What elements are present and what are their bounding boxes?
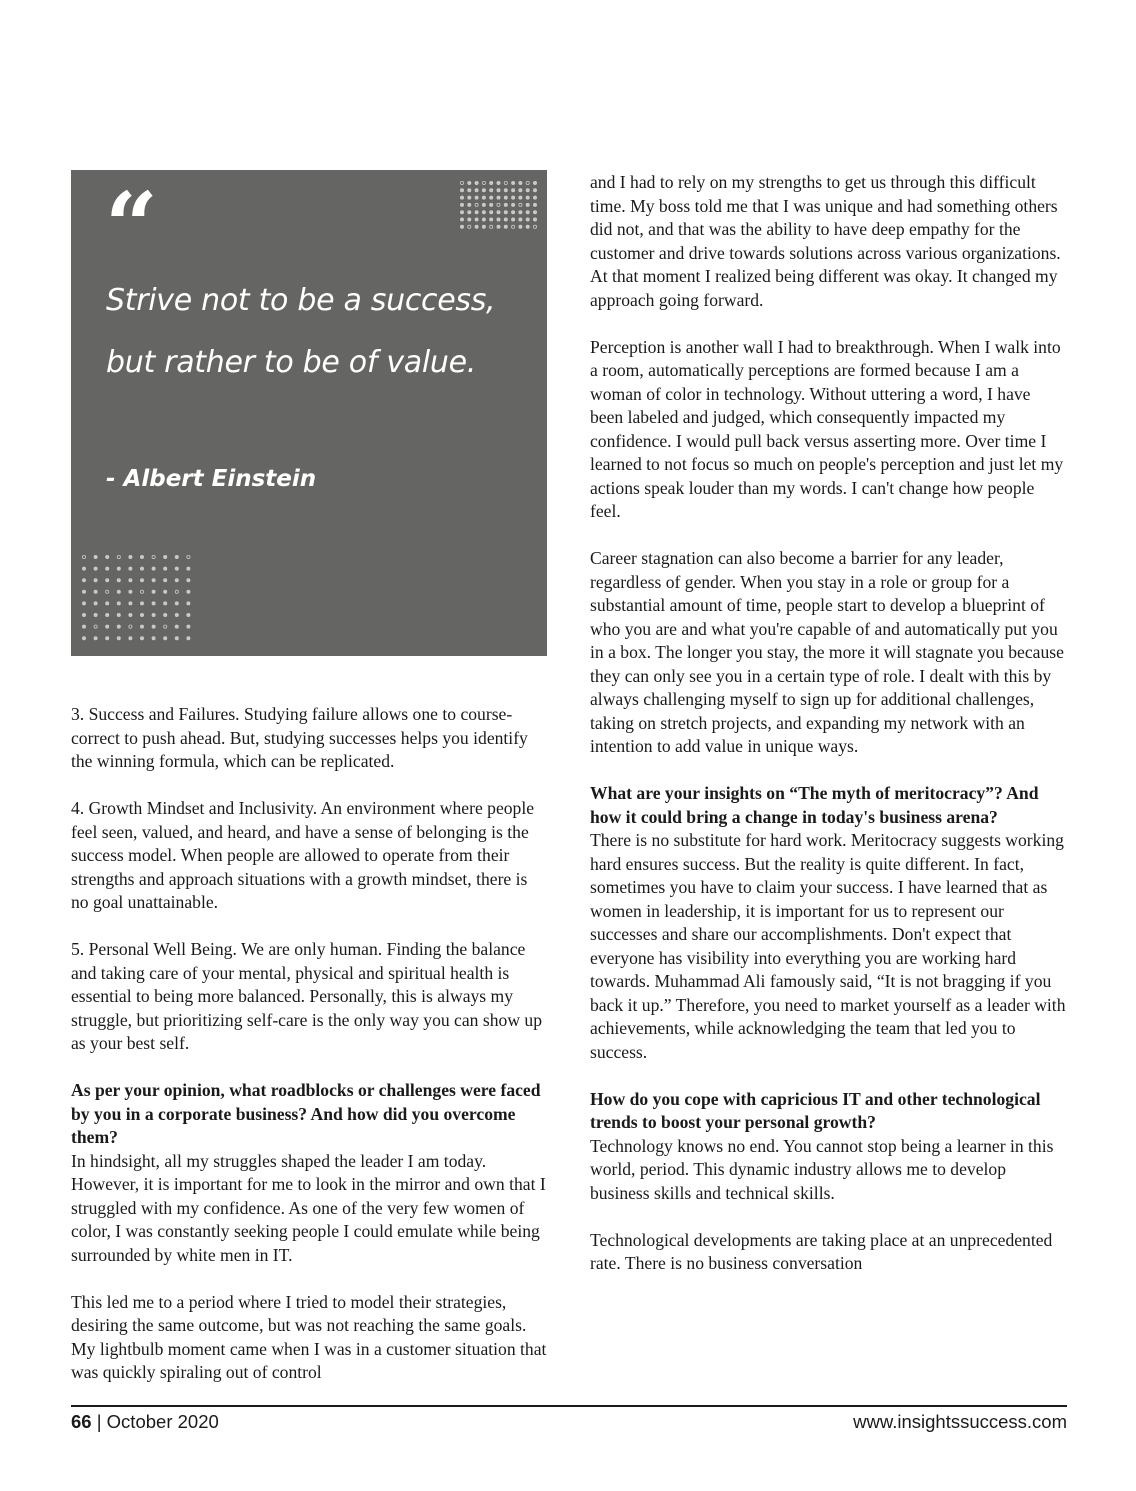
dot: [519, 181, 522, 184]
dot: [187, 625, 190, 628]
dot: [129, 590, 132, 593]
dot: [460, 189, 463, 192]
dot: [490, 181, 493, 184]
dot: [519, 203, 522, 206]
dot: [94, 555, 97, 558]
dot: [106, 625, 109, 628]
dot: [164, 602, 167, 605]
dot: [504, 218, 507, 221]
dot: [140, 602, 143, 605]
dot: [152, 590, 155, 593]
quote-author: - Albert Einstein: [106, 466, 317, 492]
dot: [164, 579, 167, 582]
right-column: [590, 171, 1067, 1299]
dot: [533, 196, 536, 199]
dot: [94, 579, 97, 582]
footer-divider: [71, 1405, 1067, 1407]
dot: [106, 602, 109, 605]
dot: [504, 196, 507, 199]
dot: [468, 211, 471, 214]
dot: [140, 625, 143, 628]
issue-date: October 2020: [106, 1411, 219, 1432]
dot: [82, 579, 85, 582]
dot: [482, 218, 485, 221]
dot: [526, 225, 529, 228]
dot: [82, 590, 85, 593]
dot: [140, 567, 143, 570]
dot: [175, 602, 178, 605]
paragraph: There is no substitute for hard work. Meritocracy suggests working hard ensures success. But the reality is quite different. In fact, sometimes you have to claim your success. I have learned that as women in leadership, it is important for us to represent our successes and share our accomplishments. Don't expect that everyone has visibility into everything you are working hard towards. Muhammad Ali famously said, “It is not bragging if you back it up.” Therefore, you need to market yourself as a leader with achievements, while acknowledging the team that led you to success.: [590, 830, 1066, 1062]
dot: [475, 203, 478, 206]
dot: [106, 613, 109, 616]
dot: [106, 567, 109, 570]
dot: [482, 203, 485, 206]
dot: [129, 613, 132, 616]
dot: [175, 590, 178, 593]
dot: [82, 637, 85, 640]
footer-issue: [71, 1411, 219, 1433]
dot: [129, 555, 132, 558]
dot: [497, 181, 500, 184]
dot: [482, 189, 485, 192]
dot: [490, 196, 493, 199]
paragraph: Perception is another wall I had to breakthrough. When I walk into a room, automatically perceptions are formed because I am a woman of color in technology. Without uttering a word, I have been labeled and judged, which consequently impacted my confidence. I would pull back versus asserting more. Over time I learned to not focus so much on people's perception and just let my actions speak louder than my words. I can't change how people feel.: [590, 336, 1064, 521]
dot: [512, 218, 515, 221]
dot: [117, 637, 120, 640]
dot: [519, 225, 522, 228]
dot: [512, 181, 515, 184]
dot: [140, 637, 143, 640]
dot: [94, 613, 97, 616]
dot: [468, 196, 471, 199]
dot: [519, 218, 522, 221]
dot: [460, 211, 463, 214]
dot: [82, 613, 85, 616]
dot: [526, 189, 529, 192]
paragraph: Technological developments are taking place at an unprecedented rate. There is no business conversation: [590, 1229, 1053, 1273]
dot: [117, 602, 120, 605]
dot: [475, 181, 478, 184]
dot: [504, 211, 507, 214]
dot: [482, 196, 485, 199]
dot: [533, 181, 536, 184]
paragraph: and I had to rely on my strengths to get us through this difficult time. My boss told me that I was unique and had something others did not, and that was the ability to have deep empathy for the customer and drive towards solutions across various organizations. At that moment I realized being different was okay. It changed my approach going forward.: [590, 172, 1061, 310]
quote-mark-icon: “: [105, 172, 158, 280]
dot: [152, 567, 155, 570]
dot: [117, 613, 120, 616]
dot: [460, 203, 463, 206]
dot: [497, 203, 500, 206]
dot: [117, 567, 120, 570]
dot-pattern-bottom: [81, 554, 196, 654]
dot: [533, 225, 536, 228]
dot: [82, 625, 85, 628]
dot: [106, 590, 109, 593]
website-url[interactable]: www.insightssuccess.com: [853, 1411, 1067, 1432]
left-column: [71, 703, 549, 1408]
dot: [490, 218, 493, 221]
dot: [152, 625, 155, 628]
dot: [175, 637, 178, 640]
dot: [175, 613, 178, 616]
dot: [187, 637, 190, 640]
quote-text: Strive not to be a success, but rather to be of value.: [106, 283, 496, 380]
dot: [175, 567, 178, 570]
dot: [82, 602, 85, 605]
dot: [475, 211, 478, 214]
dot: [106, 637, 109, 640]
dot-pattern-top: [459, 180, 539, 250]
interview-question: As per your opinion, what roadblocks or challenges were faced by you in a corporate business? And how did you overcome them?: [71, 1080, 541, 1147]
dot: [533, 203, 536, 206]
dot: [526, 196, 529, 199]
dot: [460, 181, 463, 184]
dot: [468, 218, 471, 221]
dot: [140, 613, 143, 616]
quote-box: [71, 170, 547, 656]
dot: [140, 590, 143, 593]
dot: [504, 203, 507, 206]
dot: [482, 181, 485, 184]
dot: [512, 196, 515, 199]
dot: [490, 211, 493, 214]
dot: [175, 579, 178, 582]
interview-question: What are your insights on “The myth of meritocracy”? And how it could bring a change in today's business arena?: [590, 783, 1039, 827]
dot: [94, 637, 97, 640]
dot: [117, 625, 120, 628]
dot: [152, 579, 155, 582]
dot: [164, 613, 167, 616]
dot: [468, 181, 471, 184]
dot: [519, 196, 522, 199]
dot: [94, 602, 97, 605]
dot: [187, 567, 190, 570]
dot: [129, 579, 132, 582]
dot: [460, 218, 463, 221]
footer-separator: |: [91, 1411, 107, 1432]
dot: [468, 203, 471, 206]
paragraph: 3. Success and Failures. Studying failure allows one to course-correct to push ahead. But, studying successes helps you identify the winning formula, which can be replicated.: [71, 704, 528, 771]
dot: [512, 203, 515, 206]
dot: [475, 189, 478, 192]
dot: [129, 567, 132, 570]
interview-question: How do you cope with capricious IT and other technological trends to boost your personal growth?: [590, 1088, 1041, 1132]
dot: [164, 555, 167, 558]
dot: [490, 225, 493, 228]
dot: [164, 625, 167, 628]
dot: [129, 625, 132, 628]
dot: [490, 189, 493, 192]
dot: [497, 225, 500, 228]
dot: [533, 218, 536, 221]
dot: [475, 196, 478, 199]
paragraph: 4. Growth Mindset and Inclusivity. An environment where people feel seen, valued, and heard, and have a sense of belonging is the success model. When people are allowed to operate from their strengths and approach situations with a growth mindset, there is no goal unattainable.: [71, 798, 535, 912]
dot: [526, 218, 529, 221]
dot: [497, 196, 500, 199]
dot: [482, 211, 485, 214]
dot: [82, 555, 85, 558]
dot: [152, 602, 155, 605]
dot: [187, 613, 190, 616]
dot: [460, 196, 463, 199]
dot: [175, 555, 178, 558]
dot: [504, 181, 507, 184]
dot: [512, 189, 515, 192]
dot: [526, 203, 529, 206]
dot: [497, 189, 500, 192]
paragraph: In hindsight, all my struggles shaped the leader I am today. However, it is important for me to look in the mirror and own that I struggled with my confidence. As one of the very few women of color, I was constantly seeking people I could emulate while being surrounded by white men in IT.: [71, 1150, 546, 1265]
dot: [482, 225, 485, 228]
dot: [187, 590, 190, 593]
dot: [512, 225, 515, 228]
dot: [187, 579, 190, 582]
dot: [497, 218, 500, 221]
dot: [468, 225, 471, 228]
dot: [175, 625, 178, 628]
dot: [117, 590, 120, 593]
dot: [82, 567, 85, 570]
dot: [94, 590, 97, 593]
dot: [129, 602, 132, 605]
dot: [533, 211, 536, 214]
dot: [164, 637, 167, 640]
dot: [475, 225, 478, 228]
dot: [187, 602, 190, 605]
dot: [152, 613, 155, 616]
dot: [533, 189, 536, 192]
dot: [94, 567, 97, 570]
dot: [475, 218, 478, 221]
dot: [490, 203, 493, 206]
dot: [164, 590, 167, 593]
dot: [526, 211, 529, 214]
dot: [504, 225, 507, 228]
dot: [187, 555, 190, 558]
dot: [512, 211, 515, 214]
dot: [497, 211, 500, 214]
paragraph: Technology knows no end. You cannot stop being a learner in this world, period. This dynamic industry allows me to develop business skills and technical skills.: [590, 1135, 1054, 1203]
dot: [152, 555, 155, 558]
dot: [129, 637, 132, 640]
dot: [526, 181, 529, 184]
dot: [164, 567, 167, 570]
paragraph: This led me to a period where I tried to model their strategies, desiring the same outcome, but was not reaching the same goals. My lightbulb moment came when I was in a customer situation that was quickly spiraling out of control: [71, 1291, 547, 1382]
dot: [94, 625, 97, 628]
dot: [106, 555, 109, 558]
dot: [468, 189, 471, 192]
paragraph: Career stagnation can also become a barrier for any leader, regardless of gender. When you stay in a role or group for a substantial amount of time, people start to develop a blueprint of who you are and what you're capable of and automatically put you in a box. The longer you stay, the more it will stagnate you because they can only see you in a certain type of role. I dealt with this by always challenging myself to sign up for additional challenges, taking on stretch projects, and expanding my network with an intention to add value in unique ways.: [590, 548, 1064, 756]
dot: [460, 225, 463, 228]
dot: [519, 211, 522, 214]
dot: [117, 579, 120, 582]
dot: [117, 555, 120, 558]
paragraph: 5. Personal Well Being. We are only human. Finding the balance and taking care of your mental, physical and spiritual health is essential to being more balanced. Personally, this is always my struggle, but prioritizing self-care is the only way you can show up as your best self.: [71, 939, 543, 1053]
page-number: 66: [71, 1411, 92, 1432]
dot: [106, 579, 109, 582]
dot: [152, 637, 155, 640]
dot: [140, 555, 143, 558]
dot: [504, 189, 507, 192]
dot: [140, 579, 143, 582]
dot: [519, 189, 522, 192]
